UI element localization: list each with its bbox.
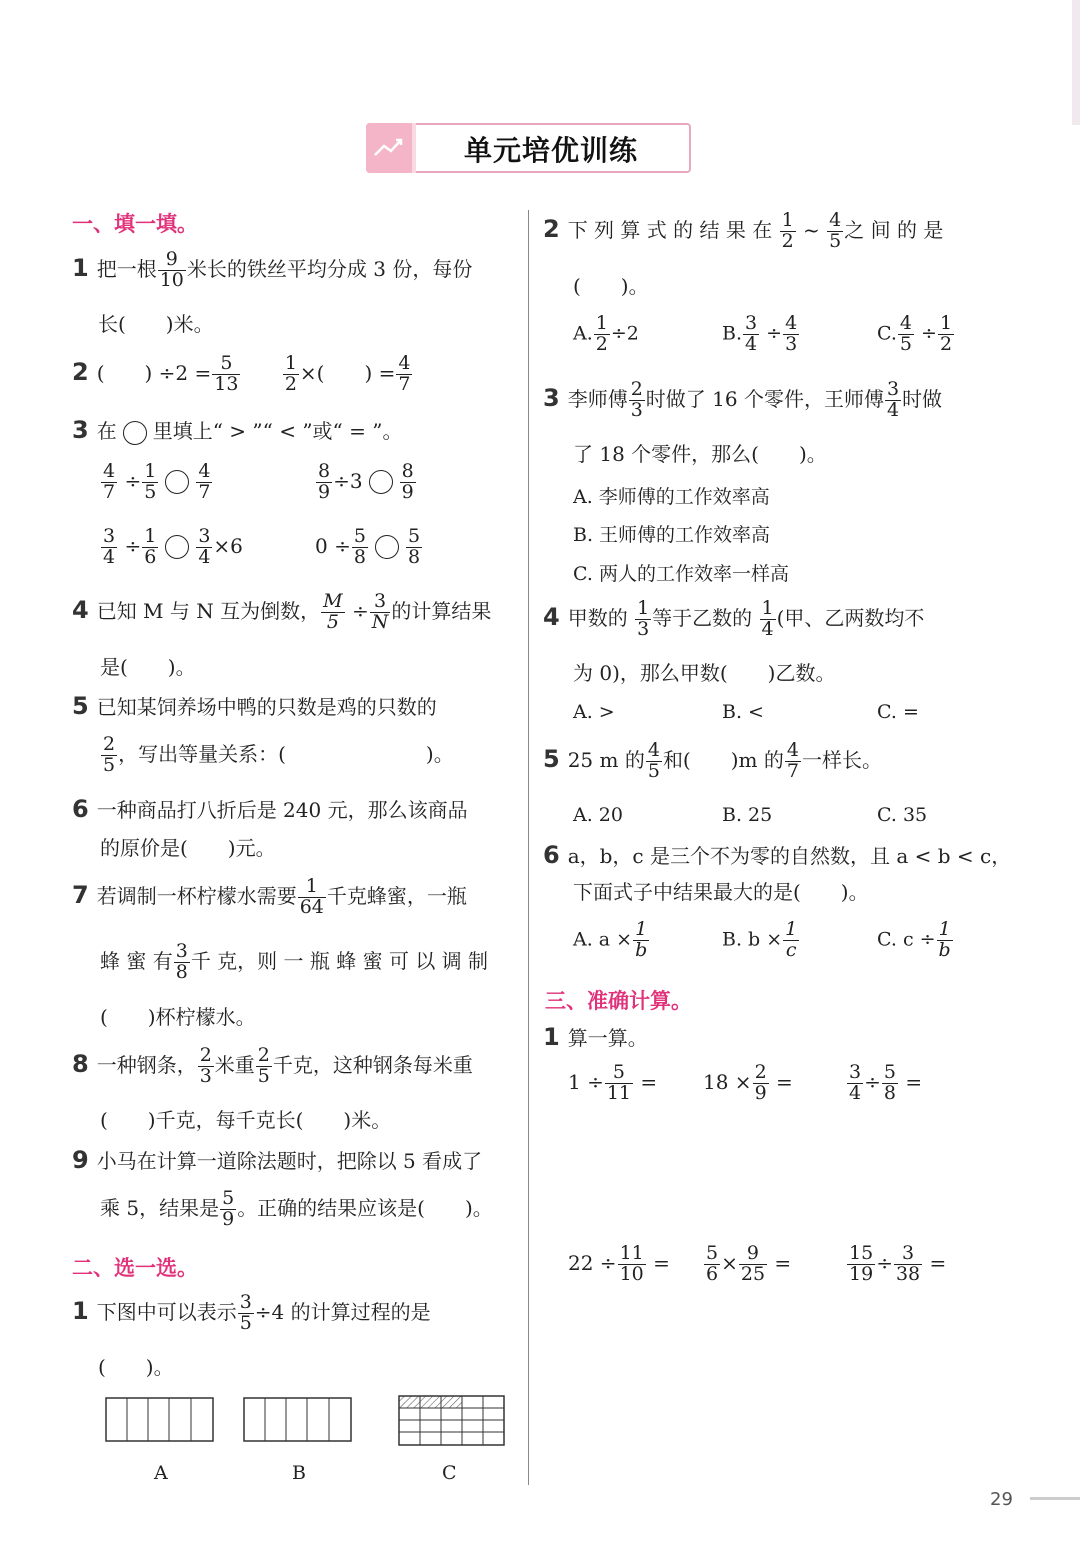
section-heading-choose: 二、选一选。	[72, 1256, 198, 1280]
calc-item: 22 ÷ $\frac{11}{10}$ =	[568, 1242, 670, 1285]
question-fill-8: 8 一种钢条， $\frac{2}{3}$ 米重 $\frac{2}{5}$ 千克，这种钢条每米重	[72, 1044, 473, 1087]
option-c[interactable]: C. =	[877, 701, 919, 723]
compare-circle[interactable]	[369, 470, 393, 494]
question-text: 在	[96, 419, 117, 443]
option-a[interactable]: A. >	[573, 701, 615, 723]
question-text: 若调制一杯柠檬水需要	[96, 883, 297, 908]
question-text: ( ) ÷2 =	[96, 360, 212, 385]
banner-shade	[412, 123, 416, 173]
question-fill-7: 7 若调制一杯柠檬水需要 $\frac{1}{64}$ 千克蜂蜜，一瓶	[72, 875, 467, 918]
question-number: 8	[72, 1049, 89, 1078]
question-choose-3-cont: 了 18 个零件，那么( )。	[573, 442, 827, 466]
question-choose-5: 5 25 m 的 $\frac{4}{5}$ 和( )m 的 $\frac{4}{7}$ 一样长。	[543, 739, 882, 782]
option-c[interactable]: C. $\frac{4}{5}$ ÷ $\frac{1}{2}$	[877, 312, 953, 355]
question-number: 9	[72, 1146, 89, 1174]
page-corner-decoration	[1072, 0, 1080, 125]
question-number: 2	[543, 214, 560, 243]
question-choose-6: 6 a，b，c 是三个不为零的自然数，且 a < b < c，	[543, 841, 1012, 869]
figure-label-a: A	[154, 1462, 168, 1484]
compare-row-2a: $\frac{3}{4}$ ÷ $\frac{1}{6}$ $\frac{3}{4}$ ×6	[103, 525, 243, 568]
title-banner	[366, 123, 691, 173]
question-text: 把一根	[96, 256, 157, 281]
question-fill-4: 4 已知 M 与 N 互为倒数， $\frac{M}{5}$ ÷ $\frac{3}{N}$ 的计算结果	[72, 590, 492, 633]
question-number: 3	[543, 383, 560, 412]
compare-circle[interactable]	[165, 470, 189, 494]
calc-item: 1 ÷ $\frac{5}{11}$ =	[568, 1061, 658, 1104]
question-number: 1	[72, 1296, 89, 1325]
question-choose-1: 1 下图中可以表示 $\frac{3}{5}$ ÷4 的计算过程的是	[72, 1291, 431, 1334]
question-fill-2	[72, 354, 413, 395]
compare-circle[interactable]	[123, 421, 147, 445]
question-number: 7	[72, 880, 89, 909]
question-fill-3	[72, 418, 402, 445]
question-fill-6-cont: 的原价是( )元。	[100, 836, 276, 860]
option-c[interactable]: C. c ÷ $\frac{1}{b}$	[877, 918, 951, 961]
question-text: 米长的铁丝平均分成 3 份，每份	[186, 256, 473, 281]
question-fill-7-cont: 蜂 蜜 有 $\frac{3}{8}$ 千 克，则 一 瓶 蜂 蜜 可 以 调 制	[100, 940, 489, 983]
option-b[interactable]: B. 25	[722, 804, 773, 826]
compare-row-2b: 0 ÷ $\frac{5}{8}$ $\frac{5}{8}$	[315, 525, 421, 568]
calc-item: $\frac{5}{6}$ × $\frac{9}{25}$ =	[706, 1242, 792, 1285]
option-a[interactable]: A. 李师傅的工作效率高	[573, 486, 770, 508]
question-text: 已知 M 与 N 互为倒数，	[96, 598, 321, 623]
section-heading-calculate: 三、准确计算。	[545, 989, 692, 1013]
question-number: 1	[72, 253, 89, 282]
question-choose-4: 4 甲数的 $\frac{1}{3}$ 等于乙数的 $\frac{1}{4}$ (甲、乙两数均不	[543, 597, 925, 640]
column-divider	[528, 210, 529, 1485]
option-c[interactable]: C. 两人的工作效率一样高	[573, 563, 789, 585]
compare-circle[interactable]	[375, 535, 399, 559]
question-number: 4	[72, 595, 89, 624]
question-number: 4	[543, 602, 560, 631]
question-fill-7-cont2: ( )杯柠檬水。	[100, 1005, 256, 1029]
question-text: 里填上“ > ”“ < ”或“ = ”。	[152, 419, 403, 443]
figure-c-grid	[398, 1395, 506, 1447]
fraction: $\frac{1}{2}$	[284, 352, 297, 395]
question-number: 2	[72, 357, 89, 386]
compare-circle[interactable]	[165, 535, 189, 559]
question-text: ×( ) =	[299, 360, 396, 385]
question-text: 已知某饲养场中鸭的只数是鸡的只数的	[96, 695, 437, 719]
question-number: 6	[543, 841, 560, 869]
figure-label-c: C	[442, 1462, 457, 1484]
question-number: 1	[543, 1023, 560, 1051]
figure-a-grid	[105, 1397, 215, 1442]
page-title: 单元培优训练	[463, 134, 638, 167]
page-number-rule	[1030, 1497, 1080, 1500]
trend-arrow-icon	[366, 123, 412, 173]
question-choose-1-cont: ( )。	[98, 1355, 174, 1379]
section-heading-fill: 一、填一填。	[72, 212, 198, 236]
question-choose-3: 3 李师傅 $\frac{2}{3}$ 时做了 16 个零件，王师傅 $\frac{3}{4}$ 时做	[543, 378, 943, 421]
question-number: 5	[72, 692, 89, 720]
question-choose-4-cont: 为 0)，那么甲数( )乙数。	[573, 661, 836, 685]
calc-item: $\frac{15}{19}$ ÷ $\frac{3}{38}$ =	[849, 1242, 947, 1285]
question-fill-9-cont: 乘 5，结果是 $\frac{5}{9}$ 。正确的结果应该是( )。	[100, 1187, 493, 1230]
question-fill-5-cont: $\frac{2}{5}$ ，写出等量关系：( )。	[103, 733, 454, 776]
question-fill-6	[72, 797, 468, 821]
banner-pink-tab	[366, 123, 412, 173]
figure-b-grid	[243, 1397, 353, 1442]
question-fill-4-cont: 是( )。	[100, 655, 196, 679]
question-fill-8-cont: ( )千克，每千克长( )米。	[100, 1108, 392, 1132]
question-text: 一种商品打八折后是 240 元，那么该商品	[96, 798, 468, 822]
option-c[interactable]: C. 35	[877, 804, 928, 826]
question-number: 3	[72, 416, 89, 444]
calc-item: $\frac{3}{4}$ ÷ $\frac{5}{8}$ =	[849, 1061, 923, 1104]
option-b[interactable]: B. 王师傅的工作效率高	[573, 524, 771, 546]
question-fill-1	[72, 250, 472, 291]
fraction: $\frac{4}{7}$	[398, 352, 411, 395]
option-a[interactable]: A. a × $\frac{1}{b}$	[573, 918, 648, 961]
option-a[interactable]: A. $\frac{1}{2}$ ÷2	[573, 312, 639, 355]
option-b[interactable]: B. $\frac{3}{4}$ ÷ $\frac{4}{3}$	[722, 312, 798, 355]
question-choose-6-cont: 下面式子中结果最大的是( )。	[573, 880, 869, 904]
question-fill-1-cont: 长( )米。	[98, 312, 214, 336]
question-choose-2: 2 下 列 算 式 的 结 果 在 $\frac{1}{2}$ ~ $\frac{4}{5}$ 之 间 的 是	[543, 209, 944, 252]
question-fill-5	[72, 694, 437, 718]
question-choose-2-cont: ( )。	[573, 274, 649, 298]
question-number: 5	[543, 744, 560, 773]
fraction: $\frac{5}{13}$	[214, 352, 239, 395]
question-fill-9: 9 小马在计算一道除法题时，把除以 5 看成了	[72, 1146, 483, 1174]
question-number: 6	[72, 795, 89, 823]
option-a[interactable]: A. 20	[573, 804, 623, 826]
page-number: 29	[990, 1489, 1013, 1510]
compare-row-1a: $\frac{4}{7}$ ÷ $\frac{1}{5}$ $\frac{4}{7}$	[103, 460, 211, 503]
calc-item: 18 × $\frac{2}{9}$ =	[703, 1061, 793, 1104]
question-text: 的计算结果	[391, 598, 492, 623]
figure-label-b: B	[292, 1462, 306, 1484]
question-calc-1: 1 算一算。	[543, 1023, 648, 1051]
fraction: $\frac{9}{10}$	[159, 248, 184, 291]
option-b[interactable]: B. <	[722, 701, 764, 723]
compare-row-1b: $\frac{8}{9}$ ÷3 $\frac{8}{9}$	[318, 460, 414, 503]
option-b[interactable]: B. b × $\frac{1}{c}$	[722, 918, 798, 961]
